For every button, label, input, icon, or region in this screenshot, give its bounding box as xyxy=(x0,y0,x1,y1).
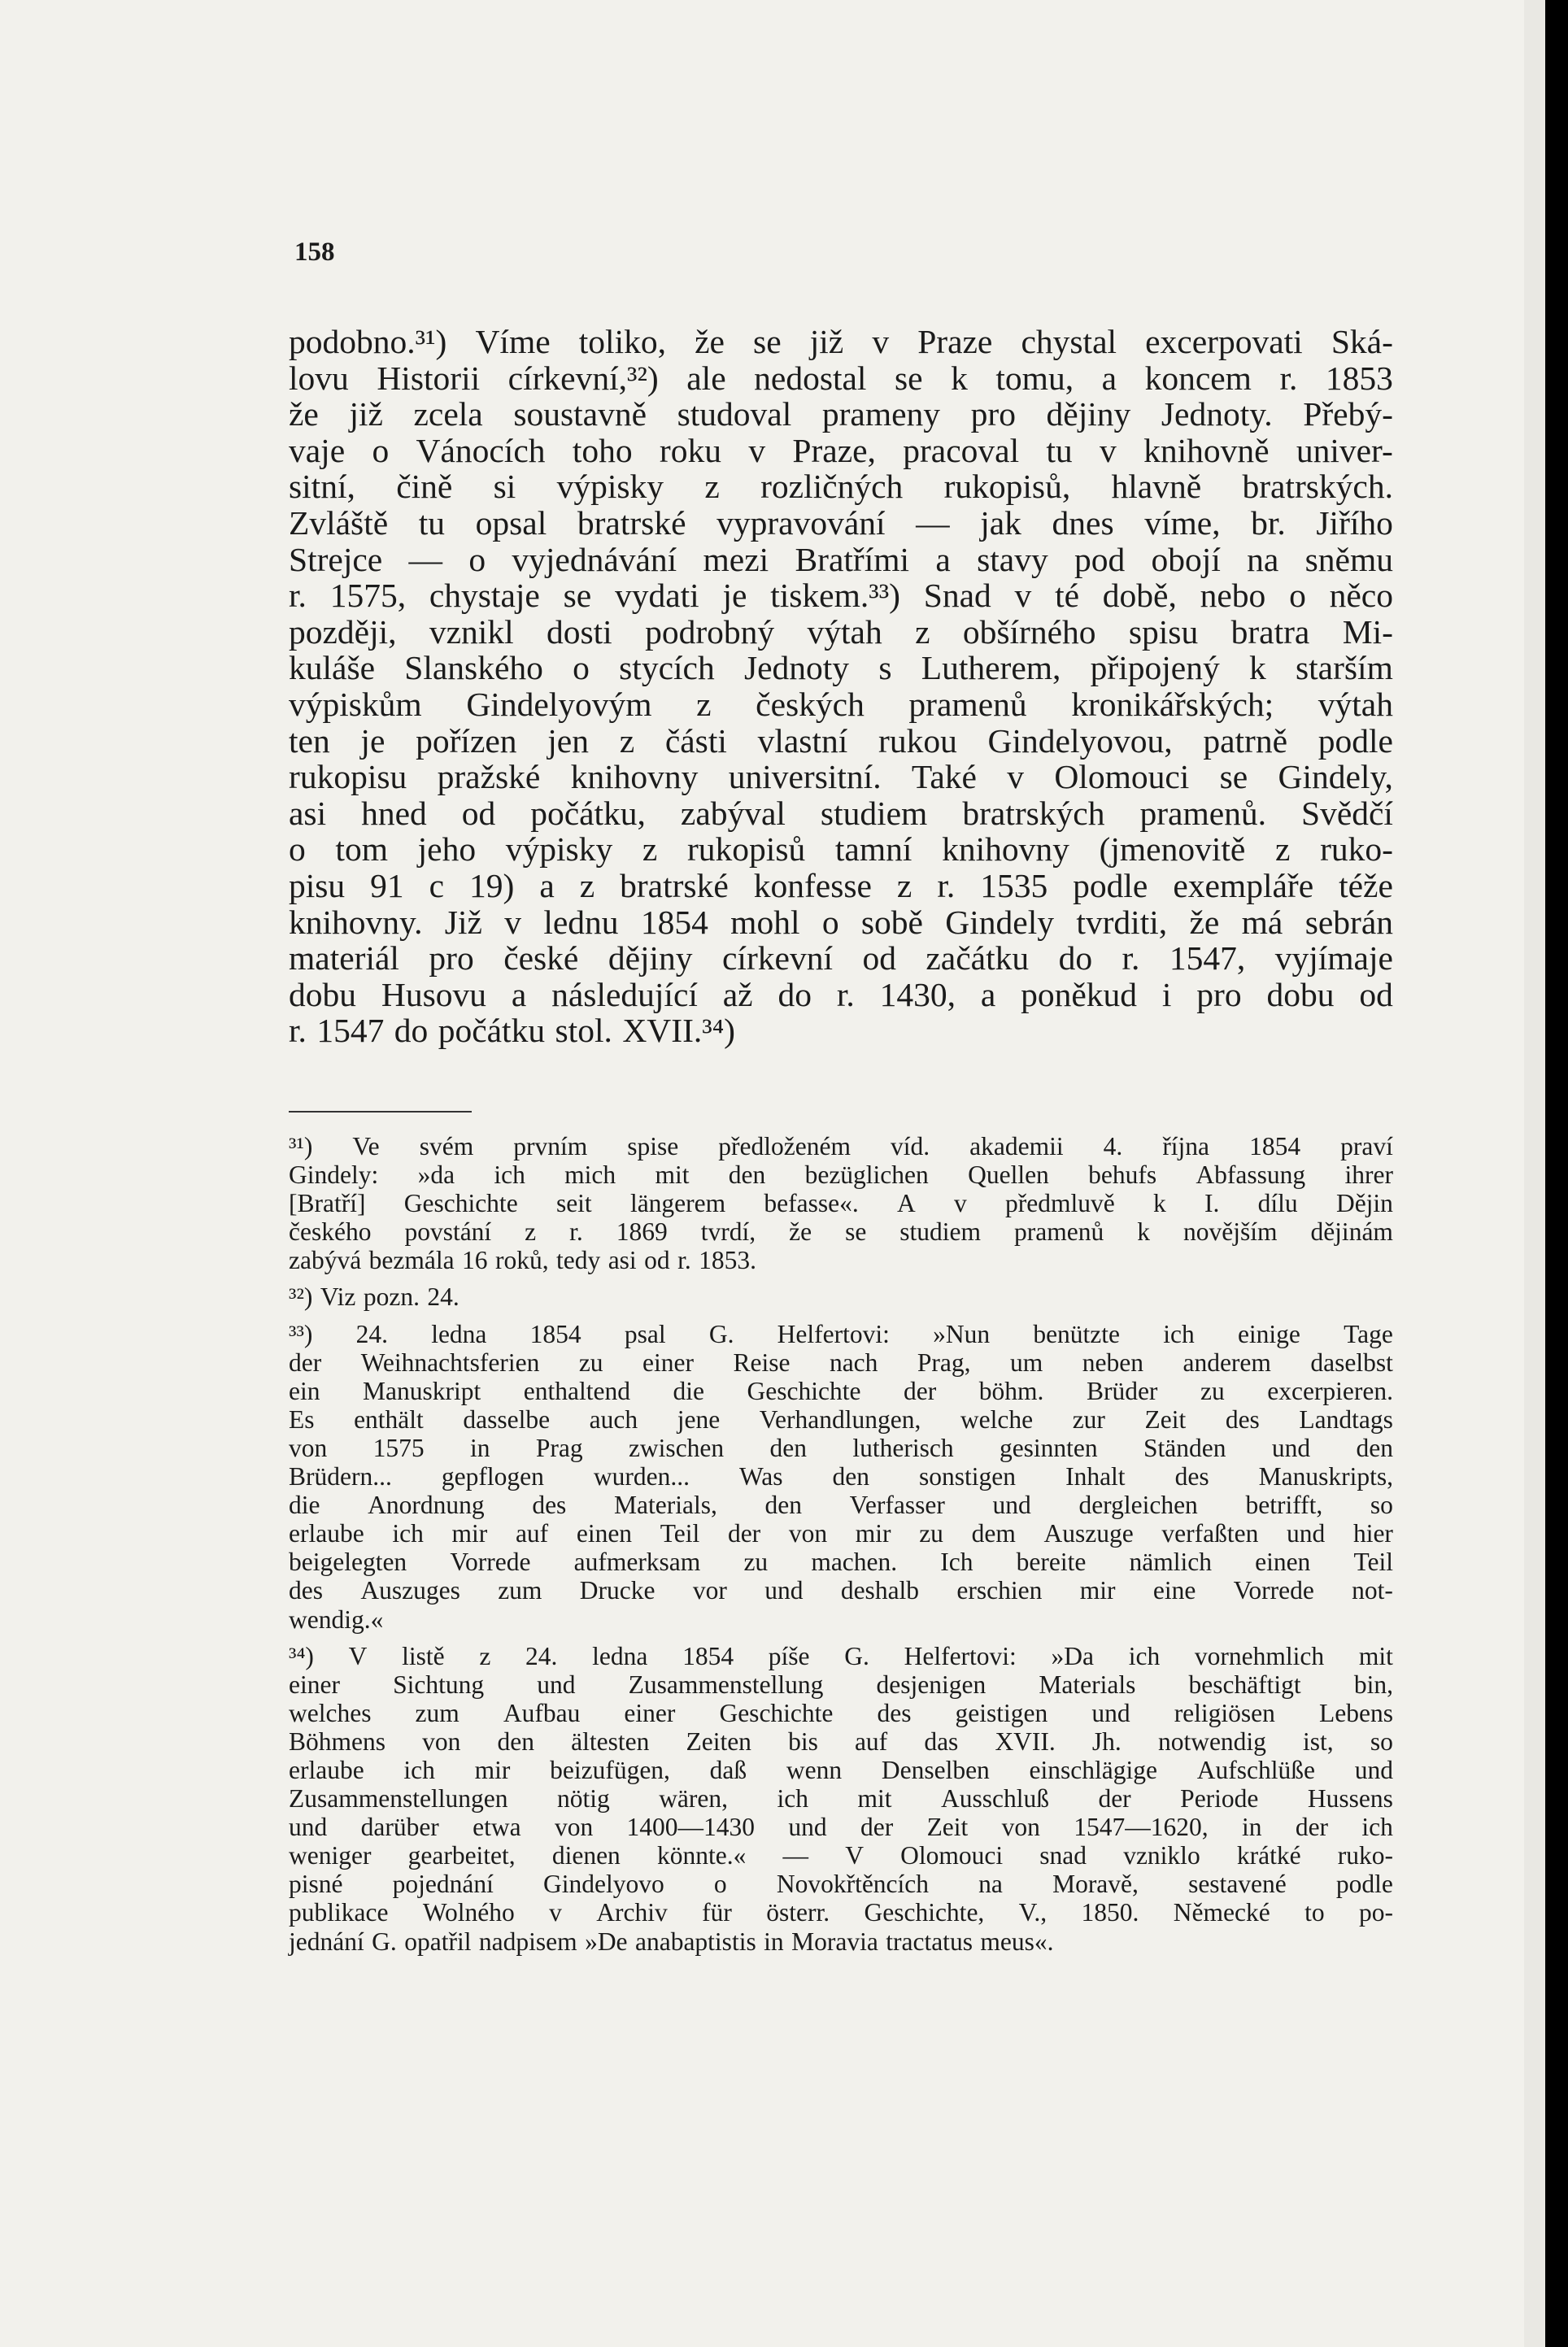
body-line: Zvláště tu opsal bratrské vypravování — jak dnes víme, br. Jiřího xyxy=(289,503,1393,542)
footnote-line: jednání G. opatřil nadpisem »De anabaptistis in Moravia tractatus meus«. xyxy=(289,1927,1054,1956)
footnote-line: Böhmens von den ältesten Zeiten bis auf das XVII. Jh. notwendig ist, so xyxy=(289,1727,1393,1756)
body-line: pisu 91 c 19) a z bratrské konfesse z r. 1535 podle exempláře téže xyxy=(289,866,1393,904)
body-line: podobno.³¹) Víme toliko, že se již v Praze chystal excerpovati Ská- xyxy=(289,323,1393,360)
footnote-line: pisné pojednání Gindelyovo o Novokřtěncích na Moravě, sestavené podle xyxy=(289,1870,1393,1899)
footnote-line: publikace Wolného v Archiv für österr. Geschichte, V., 1850. Německé to po- xyxy=(289,1898,1393,1927)
footnote-line: erlaube ich mir auf einen Teil der von mir zu dem Auszuge verfaßten und hier xyxy=(289,1519,1393,1548)
footnote-line: [Bratří] Geschichte seit längerem befasse«. A v předmluvě k I. dílu Dějin xyxy=(289,1189,1393,1218)
footnote-line: ³²) Viz pozn. 24. xyxy=(289,1282,460,1312)
footnote-line: von 1575 in Prag zwischen den lutherisch gesinnten Ständen und den xyxy=(289,1433,1393,1462)
body-line: ten je pořízen jen z části vlastní rukou Gindelyovou, patrně podle xyxy=(289,721,1393,760)
body-line: r. 1547 do počátku stol. XVII.³⁴) xyxy=(289,1012,735,1050)
footnote-line: des Auszuges zum Drucke vor und deshalb erschien mir eine Vorrede not- xyxy=(289,1576,1393,1605)
body-line: dobu Husovu a následující až do r. 1430, a poněkud i pro dobu od xyxy=(289,975,1393,1013)
body-text xyxy=(289,324,1393,1049)
body-line: asi hned od počátku, zabýval studiem bratrských pramenů. Svědčí xyxy=(289,794,1393,832)
footnote-line: zabývá bezmála 16 roků, tedy asi od r. 1853. xyxy=(289,1246,757,1275)
footnote-line: ³¹) Ve svém prvním spise předloženém víd. akademii 4. října 1854 praví xyxy=(289,1132,1393,1160)
body-line: knihovny. Již v lednu 1854 mohl o sobě Gindely tvrditi, že má sebrán xyxy=(289,903,1393,941)
adjacent-page-edge xyxy=(1524,0,1545,2347)
footnote-line: Zusammenstellungen nötig wären, ich mit Ausschluß der Periode Hussens xyxy=(289,1784,1393,1814)
footnote-31 xyxy=(289,1132,1393,1274)
body-line: sitní, čině si výpisky z rozličných rukopisů, hlavně bratrských. xyxy=(289,468,1393,506)
footnote-line: wendig.« xyxy=(289,1605,384,1634)
body-line: lovu Historii církevní,³²) ale nedostal se k tomu, a koncem r. 1853 xyxy=(289,359,1393,397)
footnote-34 xyxy=(289,1642,1393,1956)
footnote-line: und darüber etwa von 1400—1430 und der Zeit von 1547—1620, in der ich xyxy=(289,1813,1393,1842)
body-line: kuláše Slanského o stycích Jednoty s Lutherem, připojený k starším xyxy=(289,649,1393,687)
page-number: 158 xyxy=(294,237,335,267)
footnote-line: ³³) 24. ledna 1854 psal G. Helfertovi: »Nun benützte ich einige Tage xyxy=(289,1319,1393,1348)
footnote-line: českého povstání z r. 1869 tvrdí, že se studiem pramenů k novějším dějinám xyxy=(289,1217,1393,1247)
footnote-line: welches zum Aufbau einer Geschichte des geistigen und religiösen Lebens xyxy=(289,1698,1393,1727)
footnote-33 xyxy=(289,1320,1393,1634)
footnote-line: der Weihnachtsferien zu einer Reise nach Prag, um neben anderem daselbst xyxy=(289,1348,1393,1377)
body-line: později, vznikl dosti podrobný výtah z obšírného spisu bratra Mi- xyxy=(289,612,1393,651)
body-line: výpiskům Gindelyovým z českých pramenů kronikářských; výtah xyxy=(289,685,1393,723)
body-line: r. 1575, chystaje se vydati je tiskem.³³) Snad v té době, nebo o něco xyxy=(289,577,1393,615)
footnote-line: ³⁴) V listě z 24. ledna 1854 píše G. Helfertovi: »Da ich vornehmlich mit xyxy=(289,1641,1393,1670)
footnote-line: erlaube ich mir beizufügen, daß wenn Denselben einschlägige Aufschlüße und xyxy=(289,1755,1393,1784)
body-line: rukopisu pražské knihovny universitní. Také v Olomouci se Gindely, xyxy=(289,758,1393,796)
footnote-line: ein Manuskript enthaltend die Geschichte der böhm. Brüder zu excerpieren. xyxy=(289,1376,1393,1405)
footnote-line: weniger gearbeitet, dienen könnte.« — V Olomouci snad vzniklo krátké ruko- xyxy=(289,1841,1393,1870)
body-line: o tom jeho výpisky z rukopisů tamní knihovny (jmenovitě z ruko- xyxy=(289,830,1393,869)
footnotes xyxy=(289,1132,1393,1964)
body-line: Strejce — o vyjednávání mezi Bratřími a stavy pod obojí na sněmu xyxy=(289,540,1393,578)
footnote-line: Gindely: »da ich mich mit den bezüglichen Quellen behufs Abfassung ihrer xyxy=(289,1160,1393,1190)
footnote-line: Brüdern... gepflogen wurden... Was den sonstigen Inhalt des Manuskripts, xyxy=(289,1462,1393,1491)
footnote-line: die Anordnung des Materials, den Verfasser und dergleichen betrifft, so xyxy=(289,1491,1393,1520)
body-line: materiál pro české dějiny církevní od začátku do r. 1547, vyjímaje xyxy=(289,939,1393,978)
footnote-32 xyxy=(289,1282,1393,1311)
footnote-line: beigelegten Vorrede aufmerksam zu machen. Ich bereite nämlich einen Teil xyxy=(289,1548,1393,1577)
body-line: vaje o Vánocích toho roku v Praze, pracoval tu v knihovně univer- xyxy=(289,431,1393,469)
footnote-line: einer Sichtung und Zusammenstellung desjenigen Materials beschäftigt bin, xyxy=(289,1670,1393,1699)
footnote-separator xyxy=(289,1111,472,1113)
footnote-line: Es enthält dasselbe auch jene Verhandlungen, welche zur Zeit des Landtags xyxy=(289,1404,1393,1434)
body-line: že již zcela soustavně studoval prameny pro dějiny Jednoty. Přebý- xyxy=(289,395,1393,433)
